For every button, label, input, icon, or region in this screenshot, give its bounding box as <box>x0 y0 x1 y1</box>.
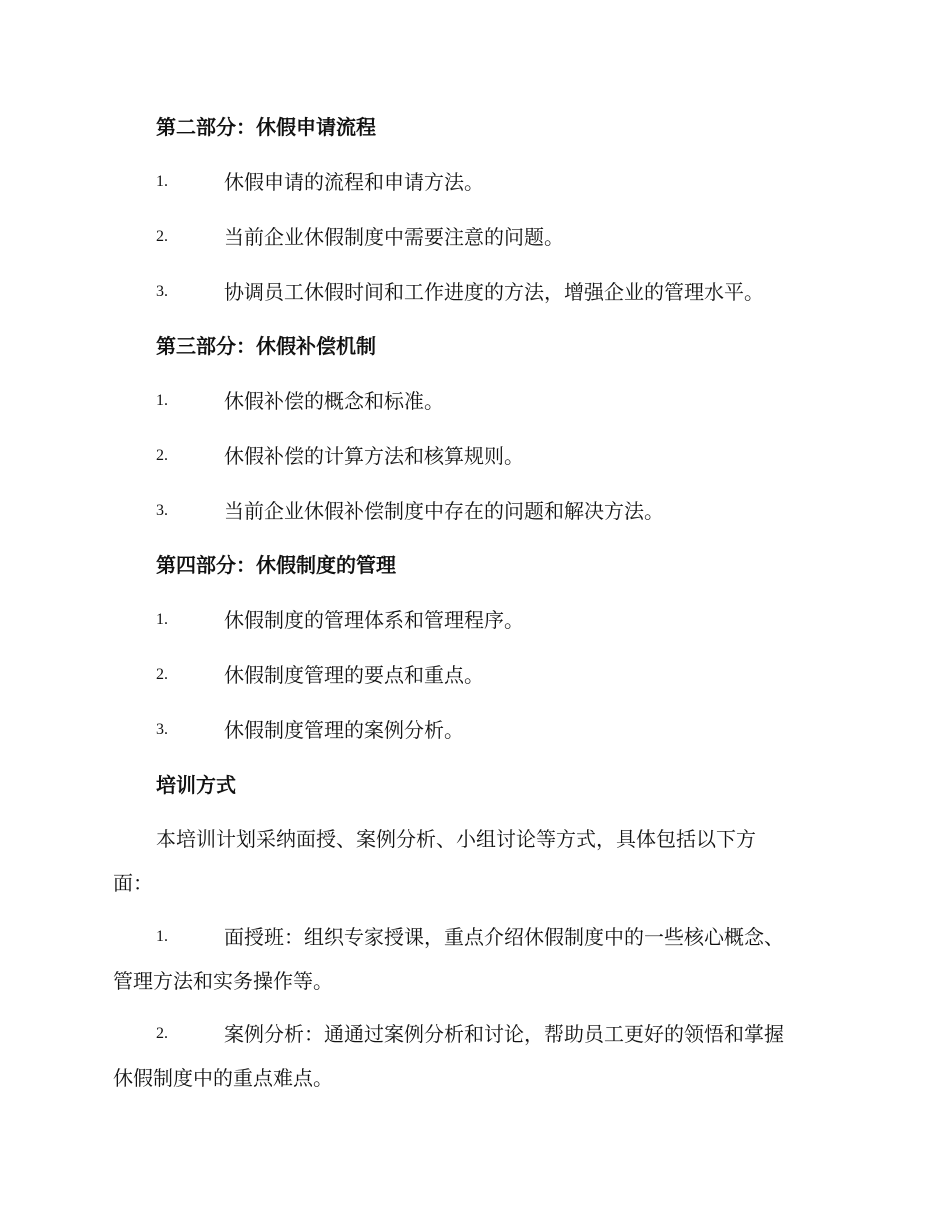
training-heading: 培训方式 <box>156 773 236 797</box>
list-number: 2. <box>156 1025 168 1042</box>
list-text: 休假补偿的概念和标准。 <box>224 389 444 413</box>
section-heading-2: 第二部分：休假申请流程 <box>156 115 376 139</box>
list-text: 休假制度管理的要点和重点。 <box>224 663 484 687</box>
list-number: 2. <box>156 228 168 245</box>
section-heading-4: 第四部分：休假制度的管理 <box>156 553 396 577</box>
list-text: 案例分析：通通过案例分析和讨论，帮助员工更好的领悟和掌握 <box>224 1022 784 1046</box>
list-text: 协调员工休假时间和工作进度的方法，增强企业的管理水平。 <box>224 280 764 304</box>
list-text-continued: 管理方法和实务操作等。 <box>113 969 333 993</box>
list-number: 1. <box>156 928 168 945</box>
list-text: 休假制度管理的案例分析。 <box>224 718 464 742</box>
training-method-item <box>113 915 838 1003</box>
training-method-item <box>113 1012 838 1100</box>
list-number: 1. <box>156 611 168 628</box>
list-text: 当前企业休假制度中需要注意的问题。 <box>224 225 564 249</box>
list-number: 2. <box>156 666 168 683</box>
section-heading-3: 第三部分：休假补偿机制 <box>156 334 376 358</box>
list-number: 3. <box>156 283 168 300</box>
list-text: 当前企业休假补偿制度中存在的问题和解决方法。 <box>224 499 664 523</box>
list-number: 2. <box>156 447 168 464</box>
list-text-continued: 休假制度中的重点难点。 <box>113 1066 333 1090</box>
paragraph-line: 本培训计划采纳面授、案例分析、小组讨论等方式，具体包括以下方 <box>156 827 756 851</box>
training-intro-paragraph <box>113 817 838 905</box>
list-text: 面授班：组织专家授课，重点介绍休假制度中的一些核心概念、 <box>224 925 784 949</box>
paragraph-line: 面： <box>113 871 153 895</box>
list-text: 休假申请的流程和申请方法。 <box>224 170 484 194</box>
list-number: 1. <box>156 173 168 190</box>
list-number: 3. <box>156 721 168 738</box>
list-text: 休假制度的管理体系和管理程序。 <box>224 608 524 632</box>
list-number: 1. <box>156 392 168 409</box>
list-number: 3. <box>156 502 168 519</box>
list-text: 休假补偿的计算方法和核算规则。 <box>224 444 524 468</box>
